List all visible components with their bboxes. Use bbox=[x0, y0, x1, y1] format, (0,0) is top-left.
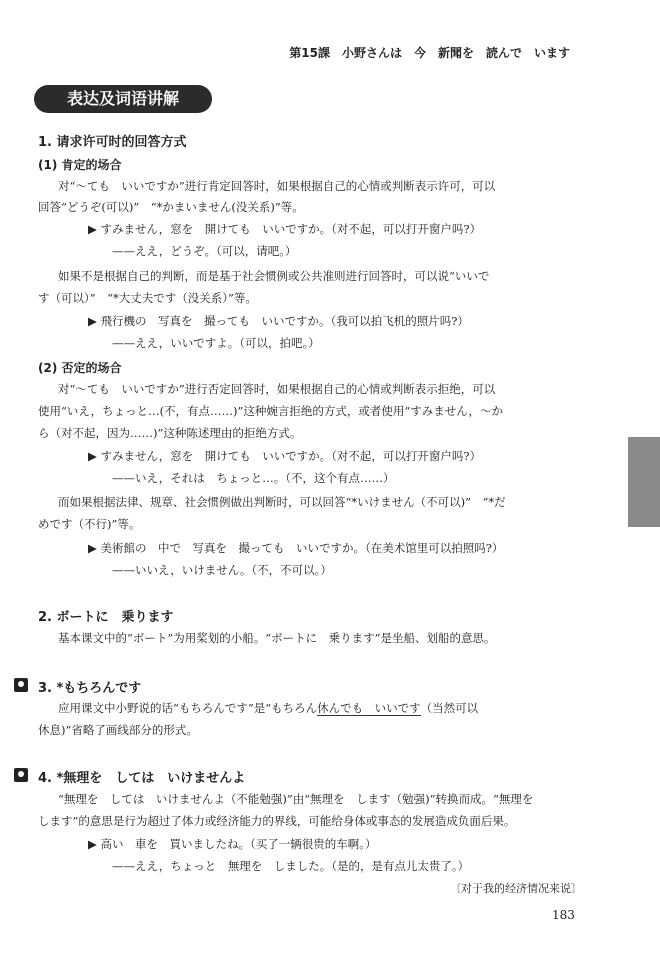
paragraph: めです（不行)”等。 bbox=[38, 517, 141, 531]
example-answer: ——いいえ，いけません。（不，不可以。） bbox=[112, 563, 332, 577]
paragraph: します”的意思是行为超过了体力或经济能力的界线，可能给身体或事态的发展造成负面后果。 bbox=[38, 814, 516, 828]
page-number: 183 bbox=[552, 908, 575, 922]
listening-icon bbox=[14, 768, 28, 782]
example-sentence: ▶ 高い 車を 買いましたね。（买了一辆很贵的车啊。） bbox=[88, 837, 377, 851]
paragraph: 基本课文中的“ボート”为用桨划的小船。“ボートに 乗ります”是坐船、划船的意思。 bbox=[58, 631, 496, 645]
paragraph: 使用“いえ，ちょっと…(不，有点……)”这种婉言拒绝的方式，或者使用“すみません，～か bbox=[38, 404, 503, 418]
paragraph: 对“～ても いいですか”进行肯定回答时，如果根据自己的心情或判断表示许可，可以 bbox=[58, 179, 496, 193]
example-answer: ——ええ，ちょっと 無理を しました。（是的，是有点儿太贵了。） bbox=[112, 859, 470, 873]
example-answer: ——ええ，どうぞ。（可以，请吧。） bbox=[112, 244, 297, 258]
section-2-title: 2. ボートに 乗ります bbox=[38, 610, 174, 625]
paragraph: “無理を しては いけませんよ（不能勉强)”由“無理を します（勉强)”转换而成。“無理を bbox=[58, 792, 534, 806]
underlined-phrase: 休んでも いいです bbox=[317, 701, 421, 715]
subsection-affirmative: (1) 肯定的场合 bbox=[38, 158, 122, 172]
section-4-title: 4. *無理を しては いけませんよ bbox=[38, 771, 246, 786]
section-3-title: 3. *もちろんです bbox=[38, 681, 142, 696]
paragraph: 对“～ても いいですか”进行否定回答时，如果根据自己的心情或判断表示拒绝，可以 bbox=[58, 382, 496, 396]
example-sentence: ▶ すみません，窓を 開けても いいですか。（对不起，可以打开窗户吗?） bbox=[88, 449, 482, 463]
paragraph: ら（对不起，因为……)”这种陈述理由的拒绝方式。 bbox=[38, 426, 302, 440]
example-answer: ——いえ，それは ちょっと…。（不，这个有点……） bbox=[112, 471, 395, 485]
paragraph: 回答“どうぞ(可以)” “*かまいません(没关系)”等。 bbox=[38, 200, 304, 214]
example-sentence: ▶ 飛行機の 写真を 撮っても いいですか。（我可以拍飞机的照片吗?） bbox=[88, 314, 469, 328]
footnote: 〔对于我的经济情况来说〕 bbox=[450, 882, 582, 895]
chapter-edge-tab bbox=[628, 437, 660, 527]
section-1-title: 1. 请求许可时的回答方式 bbox=[38, 135, 187, 150]
example-sentence: ▶ すみません，窓を 開けても いいですか。（对不起，可以打开窗户吗?） bbox=[88, 222, 482, 236]
section-banner: 表达及词语讲解 bbox=[34, 85, 212, 113]
listening-icon bbox=[14, 678, 28, 692]
subsection-negative: (2) 否定的场合 bbox=[38, 361, 122, 375]
paragraph: 休息)”省略了画线部分的形式。 bbox=[38, 723, 198, 737]
paragraph: 如果不是根据自己的判断，而是基于社会惯例或公共准则进行回答时，可以说“いいで bbox=[58, 269, 490, 283]
paragraph: 而如果根据法律、规章、社会惯例做出判断时，可以回答“*いけません（不可以)” “*だ bbox=[58, 495, 506, 509]
example-sentence: ▶ 美術館の 中で 写真を 撮っても いいですか。（在美术馆里可以拍照吗?） bbox=[88, 541, 504, 555]
paragraph: 应用课文中小野说的话“もちろんです”是“もちろん休んでも いいです（当然可以 bbox=[58, 701, 479, 715]
running-header: 第15課 小野さんは 今 新聞を 読んで います bbox=[289, 46, 570, 60]
example-answer: ——ええ，いいですよ。（可以，拍吧。） bbox=[112, 336, 320, 350]
paragraph: す（可以）” “*大丈夫です（没关系）”等。 bbox=[38, 291, 257, 305]
